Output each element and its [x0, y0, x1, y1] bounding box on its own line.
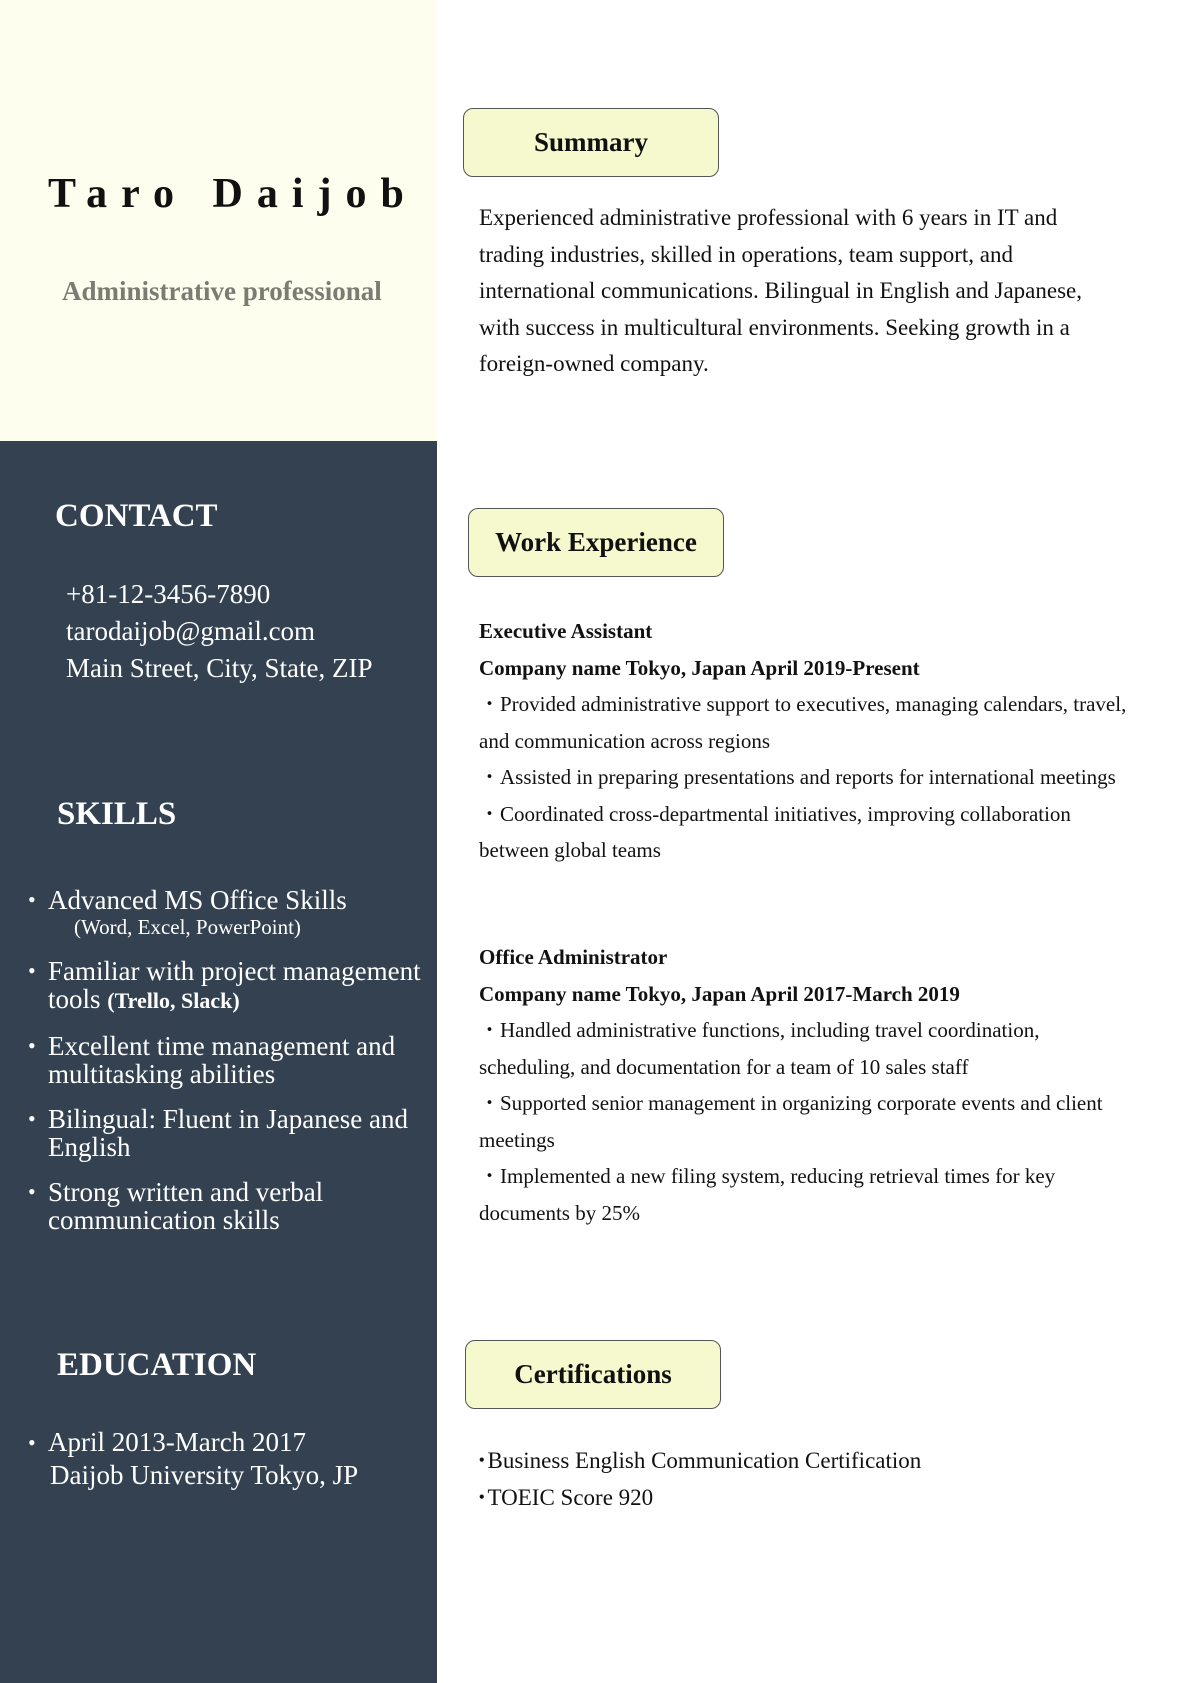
contact-email: tarodaijob@gmail.com	[66, 616, 316, 646]
job-entry	[479, 939, 1139, 1231]
job-bullet: ・Provided administrative support to executives, managing calendars, travel, and communication across regions	[479, 692, 1127, 753]
education-period: April 2013-March 2017	[48, 1427, 306, 1457]
skills-list	[28, 886, 433, 1251]
skill-item	[28, 1032, 433, 1088]
education-heading: EDUCATION	[57, 1347, 257, 1383]
skill-item	[28, 1178, 433, 1234]
candidate-role: Administrative professional	[62, 276, 382, 306]
skill-item	[28, 957, 433, 1015]
bullet: •	[28, 1106, 36, 1131]
skill-text: Bilingual: Fluent in Japanese and English	[48, 1104, 408, 1162]
summary-heading: Summary	[463, 108, 719, 177]
job-title: Office Administrator	[479, 945, 668, 969]
education-item	[28, 1426, 358, 1492]
job-bullet: ・Assisted in preparing presentations and reports for international meetings	[479, 765, 1116, 789]
job-bullet: ・Supported senior management in organizing corporate events and client meetings	[479, 1091, 1103, 1152]
contact-address: Main Street, City, State, ZIP	[66, 653, 373, 683]
skill-detail: (Word, Excel, PowerPoint)	[74, 915, 301, 939]
education-list	[28, 1426, 358, 1492]
certifications-heading: Certifications	[465, 1340, 721, 1409]
certifications-list	[476, 1443, 921, 1516]
skill-item	[28, 1105, 433, 1161]
skill-text: Advanced MS Office Skills	[48, 885, 347, 915]
bullet: •	[28, 1033, 36, 1058]
candidate-name: Taro Daijob	[48, 171, 418, 217]
job-company: Company name Tokyo, Japan April 2019-Present	[479, 655, 920, 680]
job-bullet: ・Handled administrative functions, including travel coordination, scheduling, and documentation for a team of 10 sales staff	[479, 1018, 1040, 1079]
skill-detail: (Trello, Slack)	[107, 988, 240, 1013]
job-bullet: ・Implemented a new filing system, reducing retrieval times for key documents by 25%	[479, 1164, 1056, 1225]
job-company: Company name Tokyo, Japan April 2017-March 2019	[479, 981, 960, 1006]
bullet: •	[28, 958, 36, 983]
certification-item: ･Business English Communication Certification	[476, 1448, 922, 1473]
bullet: •	[28, 1179, 36, 1204]
skills-heading: SKILLS	[57, 796, 177, 832]
job-entry	[479, 613, 1139, 869]
bullet: •	[28, 887, 36, 912]
certification-item: ･TOEIC Score 920	[476, 1484, 654, 1510]
skill-item	[28, 886, 433, 940]
education-school: Daijob University Tokyo, JP	[50, 1460, 359, 1490]
contact-phone: +81-12-3456-7890	[66, 579, 271, 609]
skill-text: Familiar with project management tools	[48, 956, 421, 1014]
skill-text: Strong written and verbal communication skills	[48, 1177, 324, 1235]
summary-text: Experienced administrative professional with 6 years in IT and trading industries, skilled in operations, team support, and international communications. Bilingual in English and Japanese, with success in multicultural environments. Seeking growth in a foreign-owned company.	[479, 205, 1082, 376]
contact-details	[66, 576, 372, 687]
job-title: Executive Assistant	[479, 619, 653, 643]
skill-text: Excellent time management and multitasking abilities	[48, 1031, 396, 1089]
contact-heading: CONTACT	[55, 498, 218, 534]
job-bullet: ・Coordinated cross-departmental initiatives, improving collaboration between global teams	[479, 801, 1071, 862]
bullet: •	[28, 1430, 36, 1455]
work-experience-heading: Work Experience	[468, 508, 724, 577]
header-panel	[0, 0, 437, 441]
